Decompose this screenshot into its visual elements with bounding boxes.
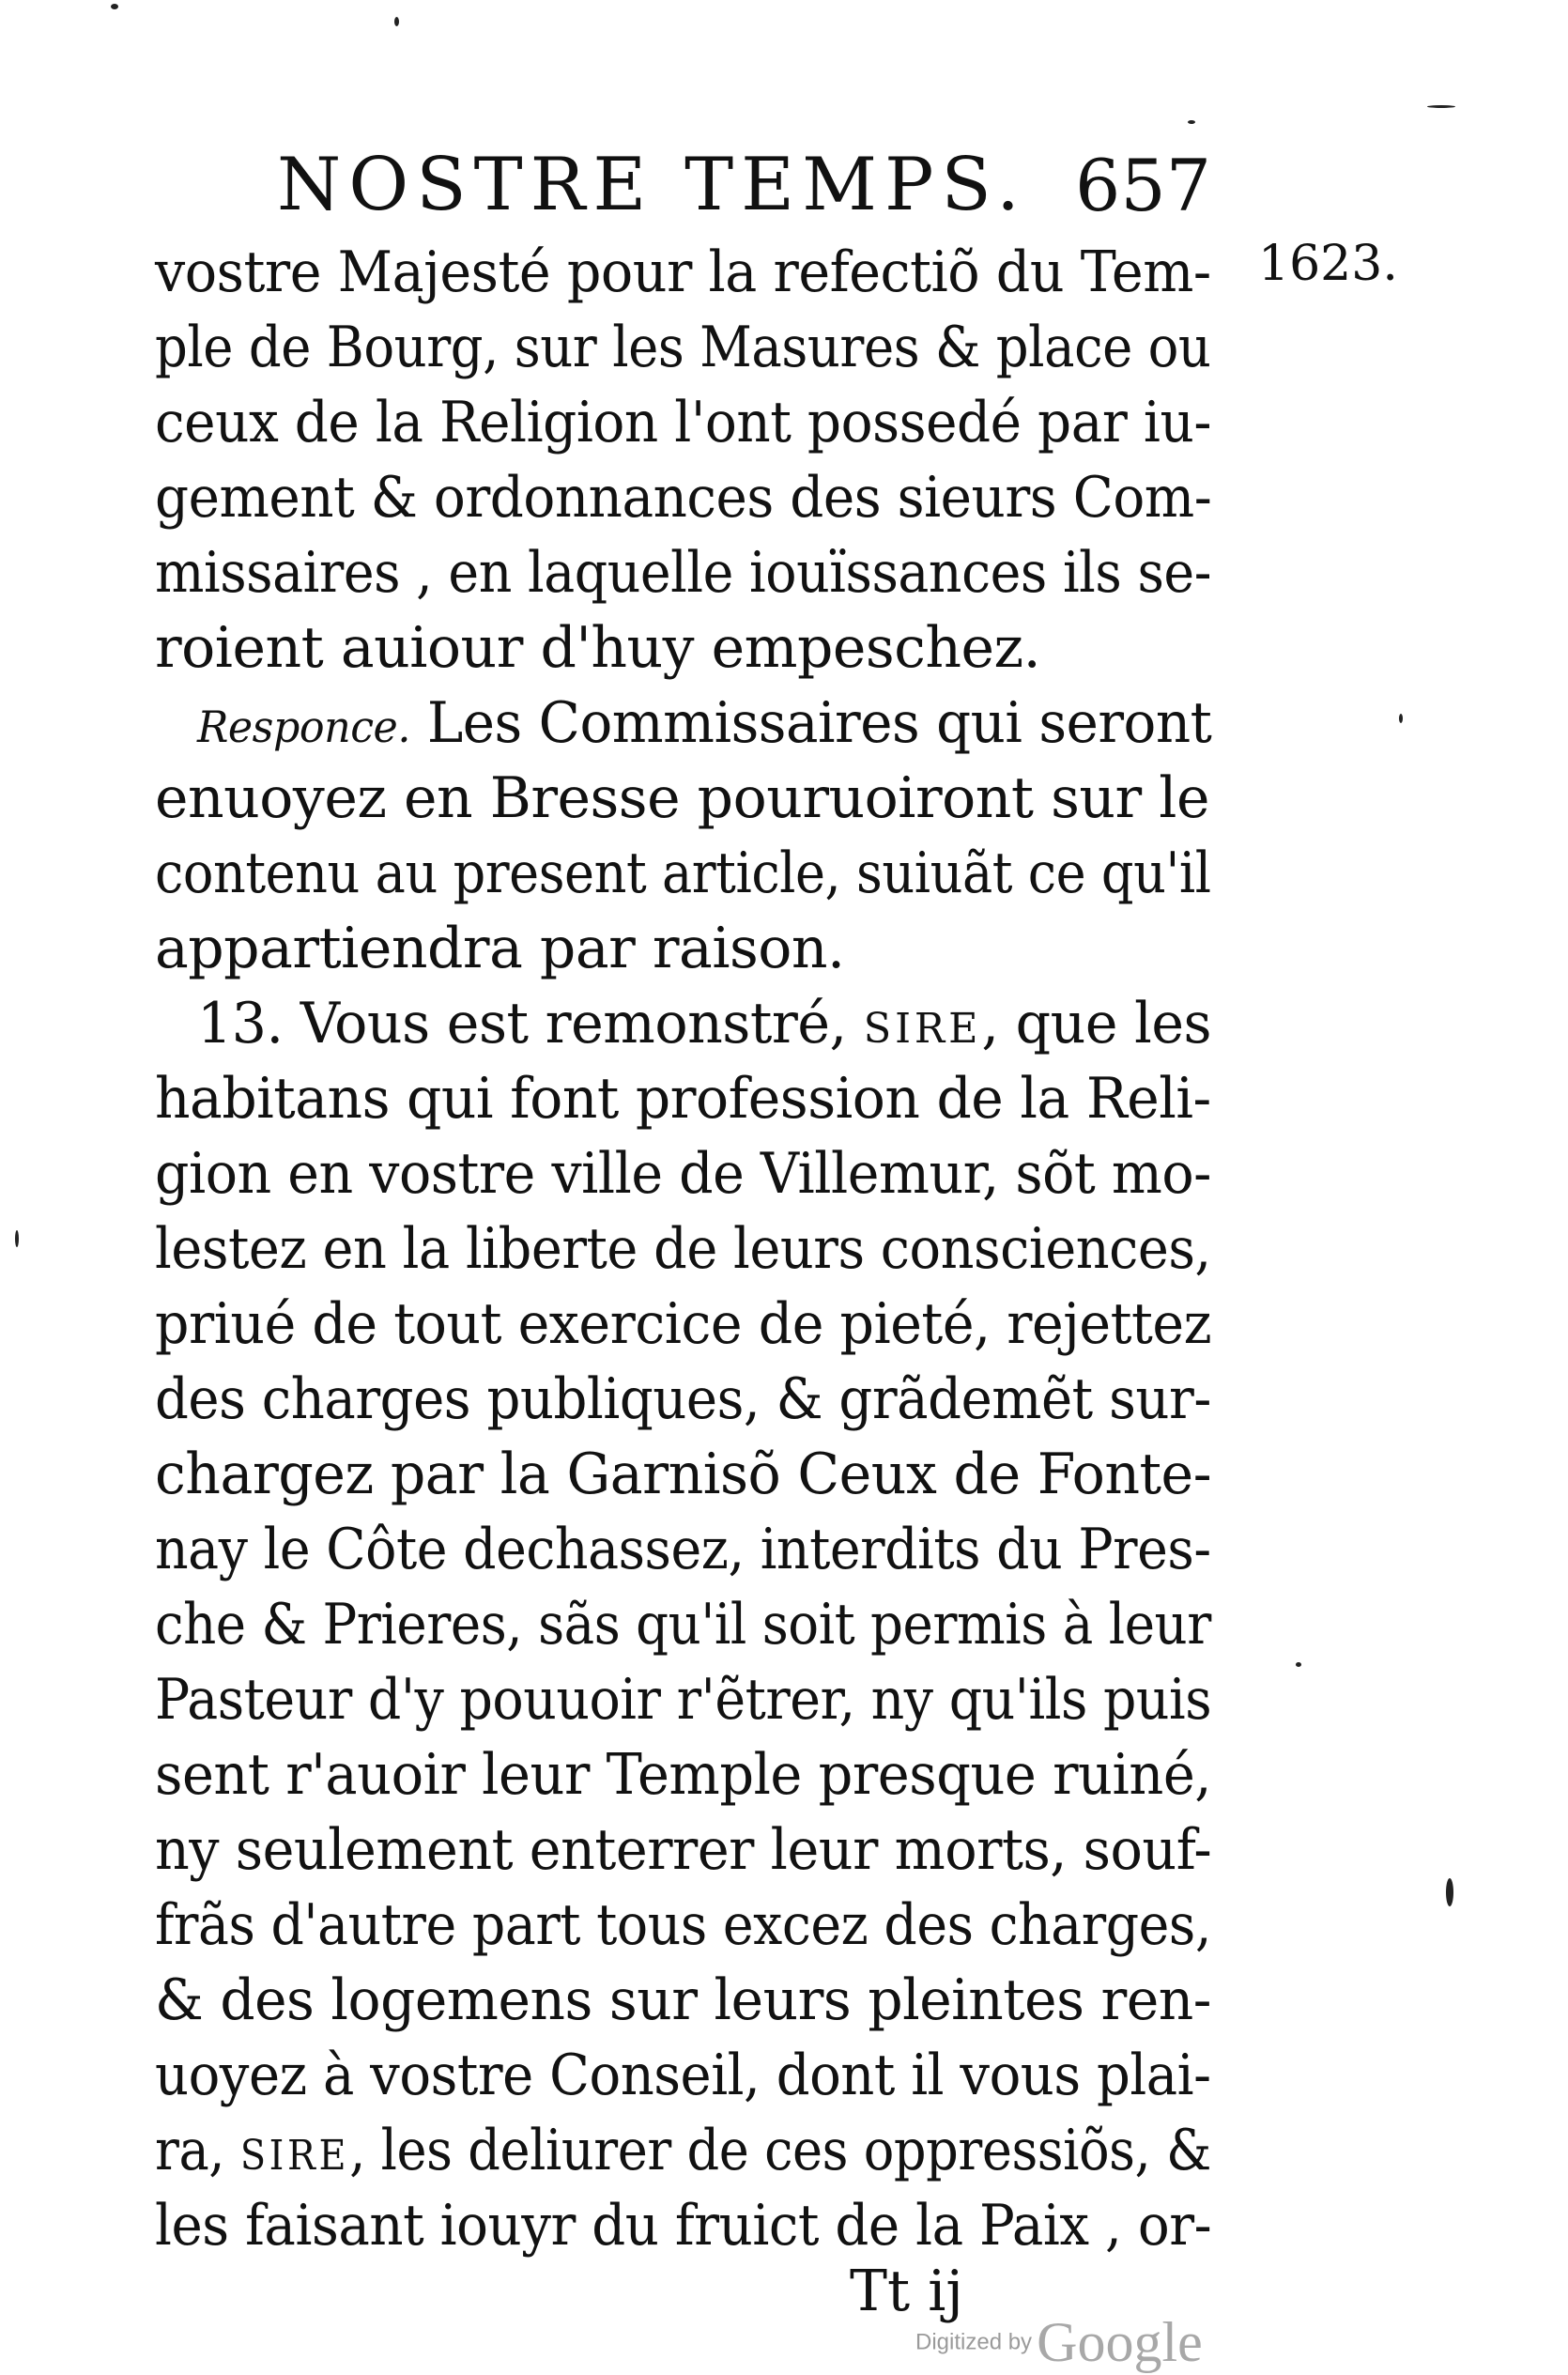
text-line-15: priué de tout exercice de pieté, rejettez — [155, 1291, 1212, 1357]
watermark-prefix: Digitized by — [915, 2329, 1033, 2355]
text-line-26: ra, SIRE, les deliurer de ces oppressiõs, & — [155, 2118, 1211, 2183]
page-number: 657 — [1075, 144, 1212, 227]
text-line-19: che & Prieres, sãs qu'il soit permis à leur — [155, 1592, 1211, 1658]
digitized-watermark — [915, 2310, 1203, 2375]
text-line-24: & des logemens sur leurs pleintes ren- — [155, 1967, 1211, 2033]
ink-speck — [394, 17, 399, 26]
text-line-11: 13. Vous est remonstré, SIRE, que les — [197, 991, 1212, 1056]
running-title: NOSTRE TEMPS. — [277, 143, 1027, 227]
text-line-27: les faisant iouyr du fruict de la Paix , or- — [155, 2193, 1212, 2259]
text-line-9: contenu au present article, suiuãt ce qu'il — [155, 841, 1211, 906]
text-line-18: nay le Côte dechassez, interdits du Pres- — [155, 1517, 1211, 1582]
ink-speck — [1296, 1662, 1301, 1667]
text-line-5: missaires , en laquelle iouïssances ils se- — [155, 540, 1211, 606]
text-line-17: chargez par la Garnisõ Ceux de Fonte- — [155, 1442, 1211, 1507]
text-line-21: sent r'auoir leur Temple presque ruiné, — [155, 1742, 1212, 1808]
watermark-brand: Google — [1037, 2311, 1203, 2373]
ink-speck — [111, 4, 118, 9]
text-line-20: Pasteur d'y pouuoir r'ẽtrer, ny qu'ils puis — [155, 1667, 1212, 1733]
ink-speck — [1427, 105, 1455, 108]
text-line-25: uoyez à vostre Conseil, dont il vous plai- — [155, 2043, 1211, 2108]
text-line-22: ny seulement enterrer leur morts, souf- — [155, 1817, 1212, 1883]
text-line-4: gement & ordonnances des sieurs Com- — [155, 465, 1212, 531]
sire-smallcaps: SIRE — [863, 1005, 982, 1053]
responce-rubric: Responce. — [197, 702, 410, 752]
text-line-10: appartiendra par raison. — [155, 916, 845, 981]
sire-smallcaps-2: SIRE — [239, 2132, 350, 2180]
signature-mark: Tt ij — [850, 2259, 963, 2324]
ink-speck — [15, 1230, 19, 1247]
text-line-1: vostre Majesté pour la refectiõ du Tem- — [155, 239, 1211, 305]
text-line-3: ceux de la Religion l'ont possedé par iu- — [155, 390, 1211, 455]
text-line-14: lestez en la liberte de leurs consciences, — [155, 1216, 1211, 1282]
text-line-13: gion en vostre ville de Villemur, sõt mo- — [155, 1141, 1211, 1207]
text-line-12: habitans qui font profession de la Reli- — [155, 1066, 1211, 1132]
ink-speck — [1446, 1878, 1453, 1906]
text-line-16: des charges publiques, & grãdemẽt sur- — [155, 1366, 1211, 1432]
text-line-2: ple de Bourg, sur les Masures & place ou — [155, 315, 1211, 380]
ink-speck — [1188, 120, 1195, 124]
text-line-23: frãs d'autre part tous excez des charges, — [155, 1892, 1211, 1958]
text-line-7: Responce. Les Commissaires qui seront — [197, 690, 1212, 756]
margin-year-note: 1623. — [1258, 236, 1398, 292]
text-line-8: enuoyez en Bresse pouruoiront sur le — [155, 765, 1209, 831]
ink-speck — [1399, 714, 1403, 723]
text-line-6: roient auiour d'huy empeschez. — [155, 615, 1041, 681]
